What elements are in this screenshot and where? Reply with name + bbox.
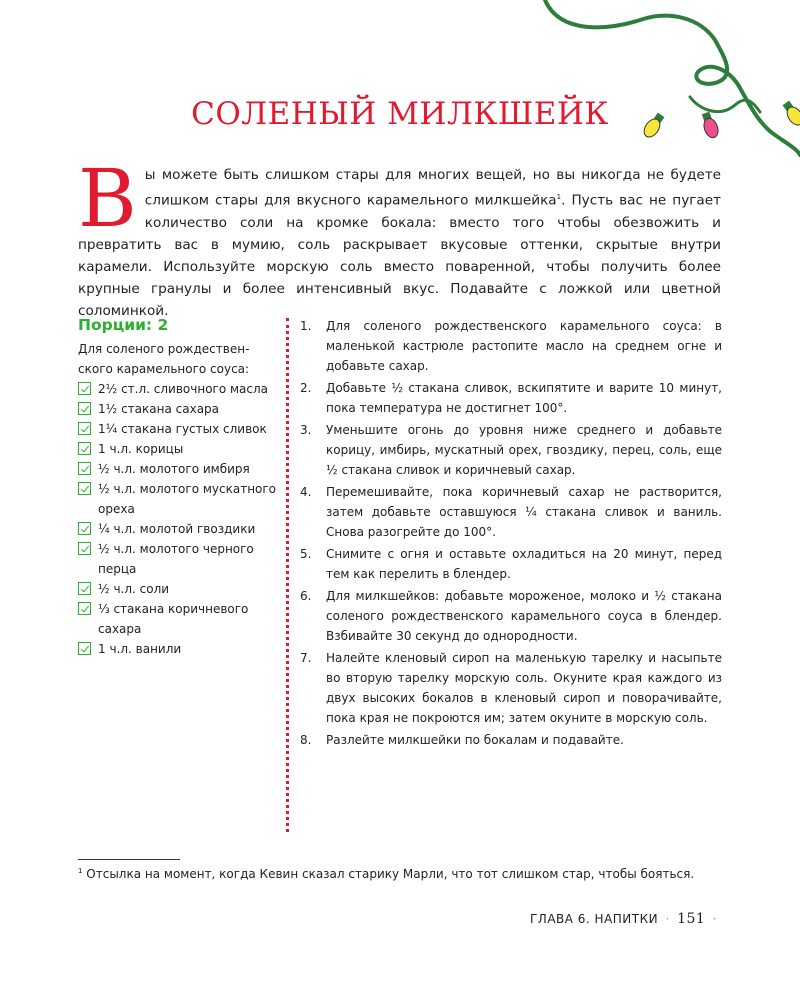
footnote [78,862,728,883]
checkbox-icon[interactable] [78,582,91,595]
ingredient-text: ½ ч.л. молотого имбиря [98,462,250,476]
column-divider [286,318,289,832]
ingredient-item [78,439,278,459]
step-item [300,730,722,750]
step-item [300,482,722,542]
step-item [300,316,722,376]
step-number: 4. [300,485,312,499]
intro-paragraph [78,152,721,322]
sauce-intro: Для соленого рождественского карамельного соуса: [78,342,250,376]
checkbox-icon[interactable] [78,462,91,475]
ingredient-text: ⅓ стакана коричневого сахара [98,602,249,636]
ingredient-text: 1¼ стакана густых сливок [98,422,267,436]
checkbox-icon[interactable] [78,402,91,415]
step-text: Добавьте ½ стакана сливок, вскипятите и варите 10 минут, пока температура не достигнет 100°. [326,381,722,415]
ingredient-text: 1 ч.л. ванили [98,642,182,656]
ingredient-list [78,379,278,659]
step-number: 6. [300,589,312,603]
step-text: Снимите с огня и оставьте охладиться на 20 минут, перед тем как перелить в блендер. [326,547,722,581]
step-text: Перемешивайте, пока коричневый сахар не растворится, затем добавьте оставшуюся ¼ стакана сливок и ваниль. Снова разогрейте до 100°. [326,485,722,539]
running-footer [530,911,720,927]
checkbox-icon[interactable] [78,522,91,535]
step-number: 8. [300,733,312,747]
ingredient-item [78,399,278,419]
footnote-marker: 1 [78,867,83,875]
chapter-label: ГЛАВА 6. НАПИТКИ [529,912,659,926]
ingredient-text: ½ ч.л. соли [98,582,170,596]
footnote-text: Отсылка на момент, когда Кевин сказал старику Марли, что тот слишком стар, чтобы бояться. [82,867,695,881]
step-text: Уменьшите огонь до уровня ниже среднего и добавьте корицу, имбирь, мускатный орех, гвоздику, перец, соль, еще ½ стакана сливок и коричневый сахар. [326,423,722,477]
step-number: 7. [300,651,312,665]
step-text: Для соленого рождественского карамельного соуса: в маленькой кастрюле растопите масло на среднем огне и добавьте сахар. [326,319,722,373]
ingredient-text: 1 ч.л. корицы [98,442,184,456]
checkbox-icon[interactable] [78,382,91,395]
checkbox-icon[interactable] [78,482,91,495]
ingredient-item [78,379,278,399]
step-item [300,544,722,584]
footnote-rule [78,859,180,860]
ingredient-item [78,419,278,439]
step-item [300,378,722,418]
ingredient-item [78,599,278,639]
ingredient-text: ½ ч.л. молотого черного перца [98,542,254,576]
step-number: 1. [300,319,312,333]
step-item [300,420,722,480]
drop-cap: В [78,152,137,245]
step-number: 5. [300,547,312,561]
servings-heading: Порции: 2 [78,316,169,334]
ingredient-text: ½ ч.л. молотого мускатного ореха [98,482,277,516]
step-text: Разлейте милкшейки по бокалам и подавайте. [326,733,624,747]
separator-dot: · [712,912,717,926]
step-text: Для милкшейков: добавьте мороженое, молоко и ½ стакана соленого рождественского карамельного соуса в блендер. Взбивайте 30 секунд до однородности. [326,589,722,643]
step-number: 3. [300,423,312,437]
checkbox-icon[interactable] [78,602,91,615]
intro-text: ы можете быть слишком стары для многих вещей, но вы никогда не будете слишком стары для вкусного карамельного милкшейка [144,167,721,209]
ingredient-item [78,639,278,659]
step-number: 2. [300,381,312,395]
ingredient-text: ¼ ч.л. молотой гвоздики [98,522,256,536]
intro-text-continued: . Пусть вас не пугает количество соли на кромке бокала: вместо того чтобы обезвожить и превратить вас в мумию, соль раскрывает вкусовые оттенки, скрытые внутри карамели. Используйте морскую соль вместо поваренной, чтобы получить более крупные гранулы и более интенсивный вкус. Подавайте с ложкой или цветной соломинкой. [78,192,721,319]
ingredient-item [78,579,278,599]
ingredient-item [78,519,278,539]
step-item [300,648,722,728]
recipe-title: СОЛЕНЫЙ МИЛКШЕЙК [191,96,609,132]
ingredient-item [78,539,278,579]
ingredient-item [78,459,278,479]
checkbox-icon[interactable] [78,442,91,455]
checkbox-icon[interactable] [78,542,91,555]
ingredient-text: 2½ ст.л. сливочного масла [98,382,269,396]
ingredients-column [78,316,278,659]
step-item [300,586,722,646]
instruction-steps [300,316,722,752]
footnote-reference[interactable]: 1 [556,193,562,201]
checkbox-icon[interactable] [78,422,91,435]
checkbox-icon[interactable] [78,642,91,655]
step-text: Налейте кленовый сироп на маленькую тарелку и насыпьте во вторую тарелку морскую соль. Окуните края каждого из двух высоких бокалов в кленовый сироп и поворачивайте, пока края не покроются им; затем окуните в морскую соль. [326,651,722,725]
ingredient-item [78,479,278,519]
page-number: 151 [677,911,706,927]
ingredient-text: 1½ стакана сахара [98,402,220,416]
separator-dot: · [665,912,670,926]
